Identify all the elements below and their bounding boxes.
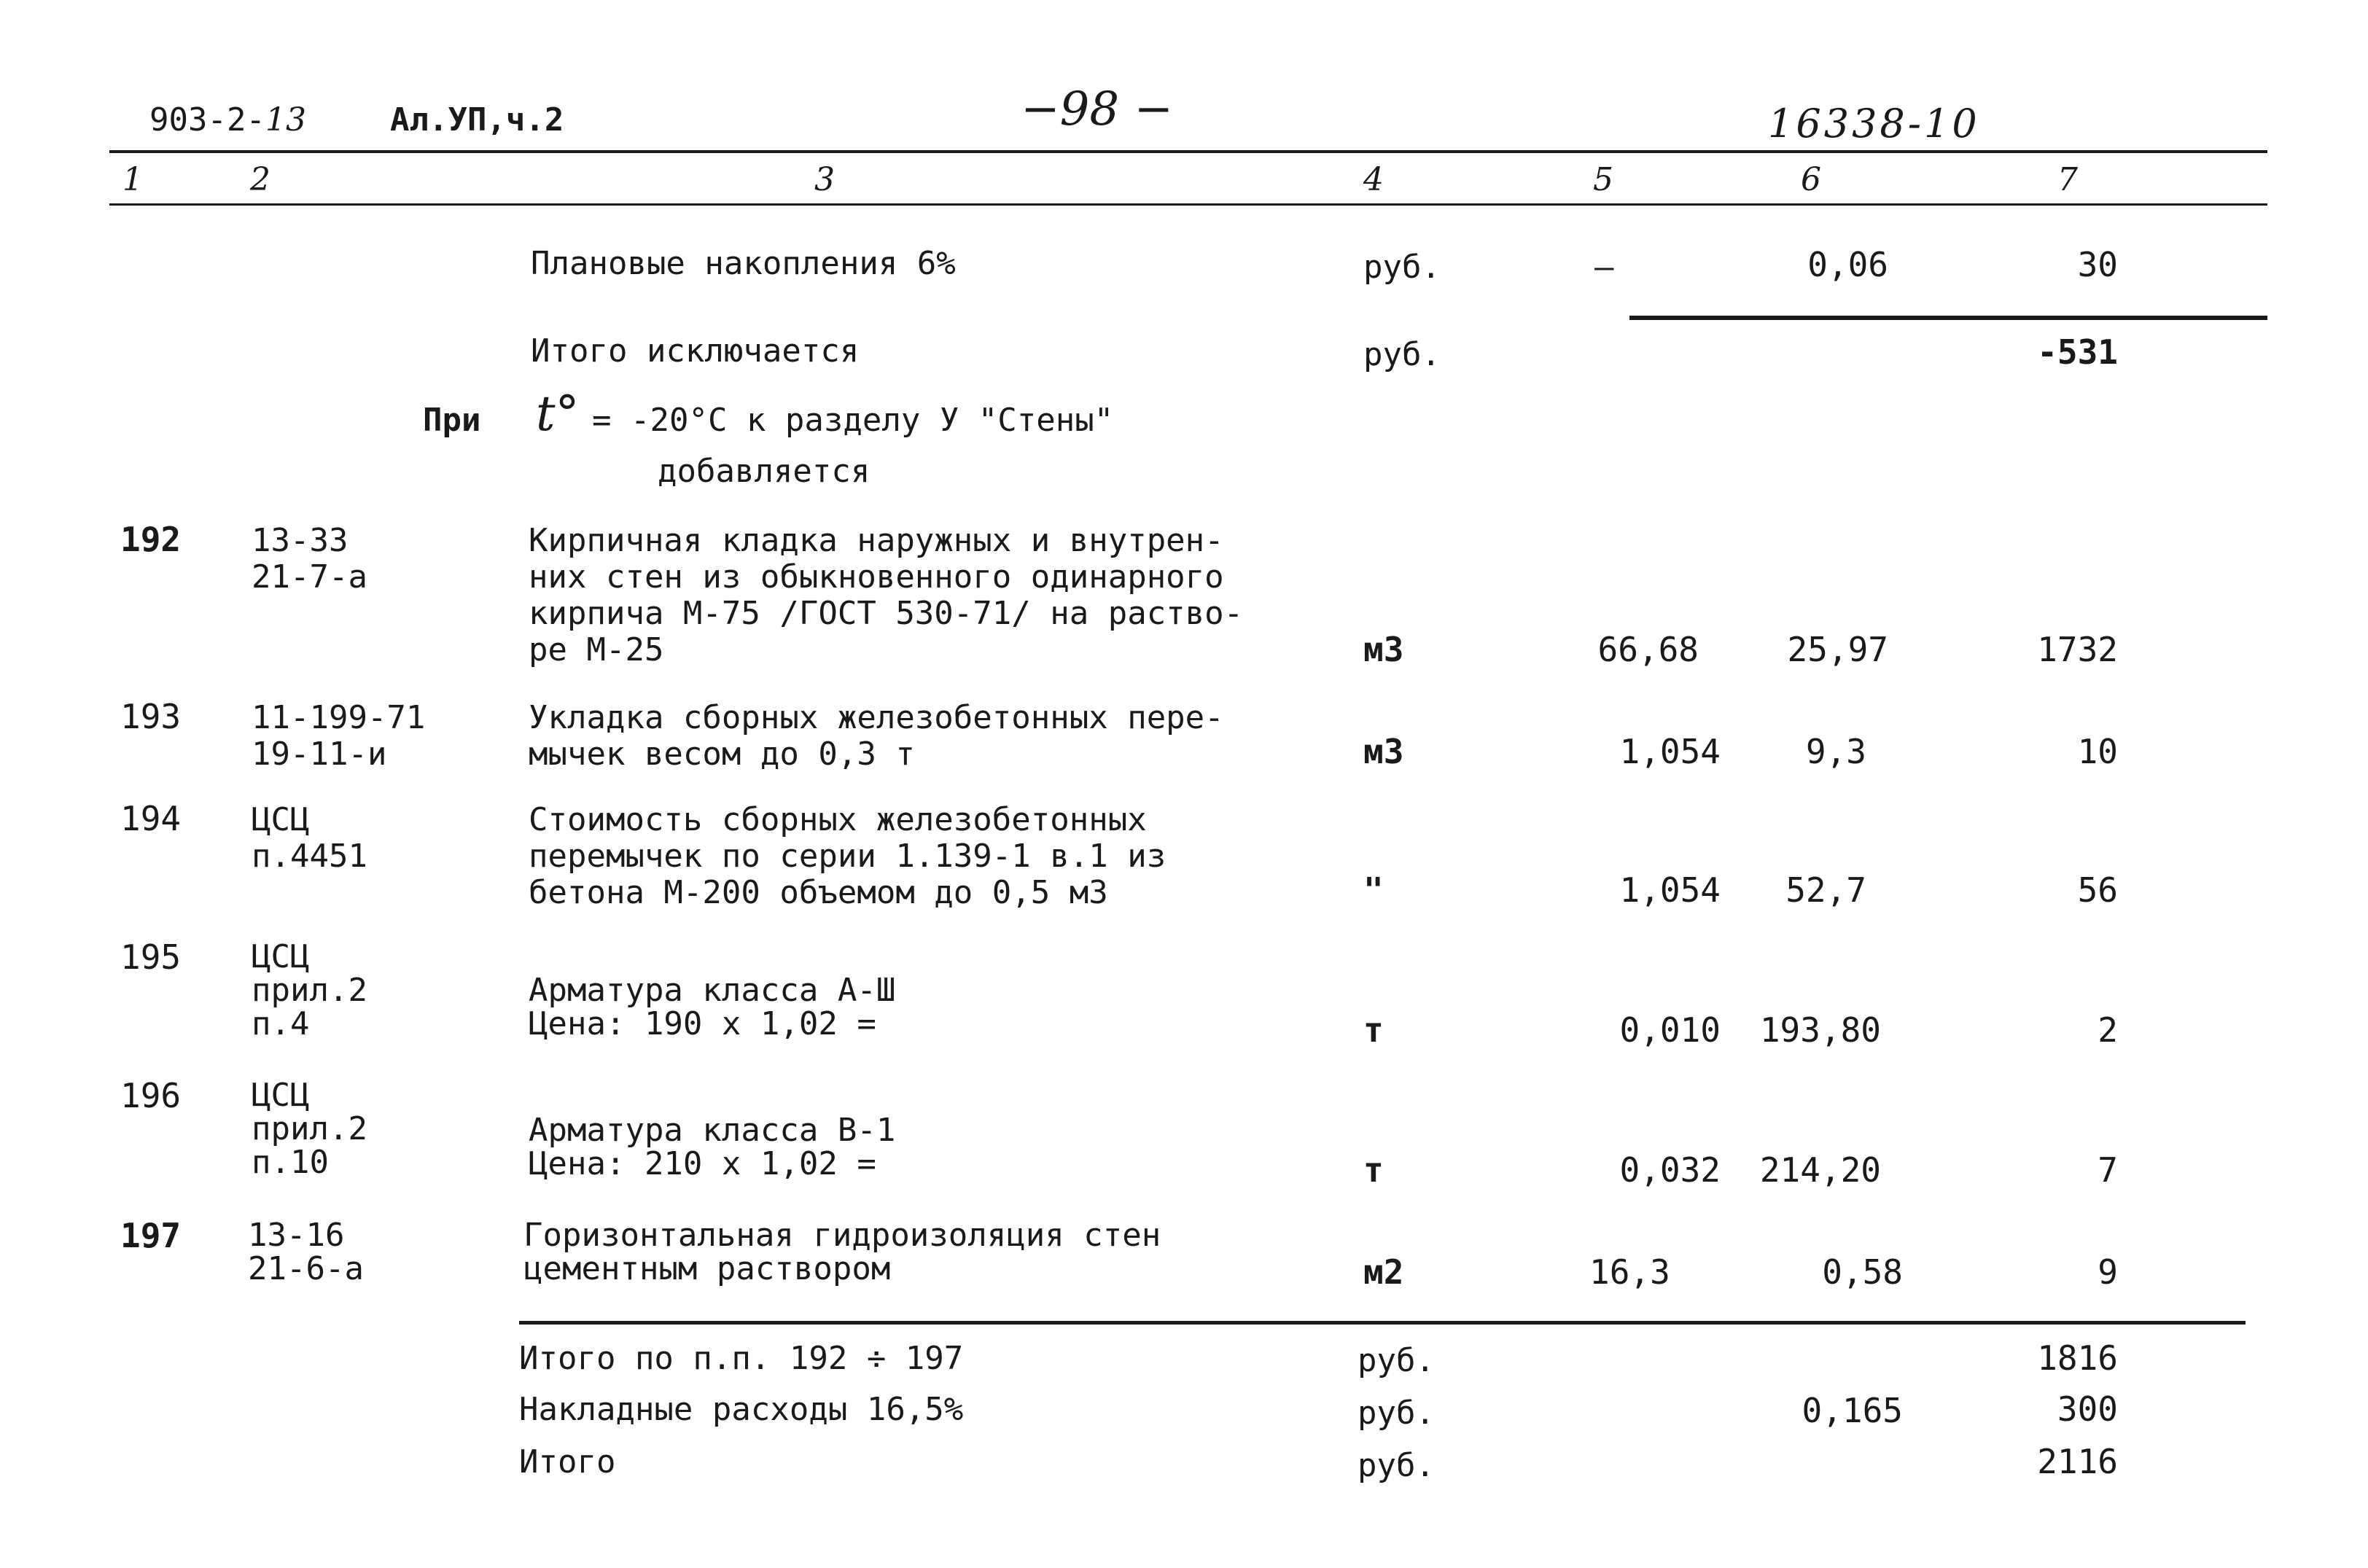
item-code: 11-199-71 19-11-и <box>252 699 426 773</box>
item-description: Стоимость сборных железобетонных перемычек по серии 1.139-1 в.1 из бетона М-200 объемом до 0,5 м3 <box>529 801 1167 911</box>
planned-savings-qty: – <box>1594 249 1614 286</box>
planned-savings-price: 0,06 <box>1807 245 1888 284</box>
summary-total: 300 <box>2057 1389 2118 1429</box>
planned-savings-label: Плановые накопления 6% <box>531 245 956 282</box>
item-description: Укладка сборных железобетонных пере- мычек весом до 0,3 т <box>529 699 1224 773</box>
item-quantity: 16,3 <box>1589 1252 1670 1292</box>
summary-rule <box>519 1321 2246 1325</box>
item-unit: м3 <box>1363 630 1404 669</box>
item-total: 1732 <box>2037 630 2118 669</box>
item-description: Горизонтальная гидроизоляция стен цементным раствором <box>523 1217 1161 1287</box>
summary-unit: руб. <box>1358 1395 1435 1432</box>
item-number: 193 <box>120 697 182 736</box>
album-reference: Ал.УП,ч.2 <box>390 101 564 139</box>
item-description: Кирпичная кладка наружных и внутрен- них стен из обыкновенного одинарного кирпича М-75 /ГОСТ 530-71/ на раство- ре М-25 <box>529 522 1244 668</box>
planned-savings-total: 30 <box>2077 245 2118 284</box>
summary-label: Итого <box>519 1443 616 1481</box>
summary-total: 1816 <box>2037 1338 2118 1378</box>
excluded-total-unit: руб. <box>1363 336 1441 373</box>
item-price: 25,97 <box>1787 630 1888 669</box>
item-number: 192 <box>120 520 182 559</box>
item-total: 10 <box>2077 732 2118 771</box>
item-total: 2 <box>2098 1010 2118 1050</box>
summary-price: 0,165 <box>1802 1391 1903 1430</box>
planned-savings-unit: руб. <box>1363 249 1441 286</box>
document-code: 903-2-13 <box>149 101 306 139</box>
excluded-total-label: Итого исключается <box>531 332 860 370</box>
item-quantity: 1,054 <box>1619 870 1721 910</box>
item-unit: т <box>1363 1010 1384 1050</box>
summary-unit: руб. <box>1358 1447 1435 1484</box>
summary-unit: руб. <box>1358 1342 1435 1379</box>
page-number: −98 − <box>1021 82 1174 136</box>
item-unit: т <box>1363 1150 1384 1190</box>
item-description: Арматура класса А-Ш Цена: 190 х 1,02 = <box>529 972 896 1042</box>
item-code: ЦСЦ п.4451 <box>252 801 367 875</box>
column-number: 5 <box>1593 161 1613 198</box>
item-quantity: 1,054 <box>1619 732 1721 771</box>
item-code: ЦСЦ прил.2 п.10 <box>252 1077 367 1181</box>
item-code: 13-33 21-7-а <box>252 522 367 596</box>
item-quantity: 0,032 <box>1619 1150 1721 1190</box>
excluded-total-value: -531 <box>2037 332 2118 372</box>
item-unit: " <box>1363 870 1384 910</box>
item-total: 9 <box>2098 1252 2118 1292</box>
temperature-symbol: t° <box>536 386 580 442</box>
item-number: 194 <box>120 799 182 838</box>
item-price: 193,80 <box>1759 1010 1881 1050</box>
addition-note-prefix: При <box>423 402 481 439</box>
item-price: 0,58 <box>1822 1252 1903 1292</box>
sheet-code: 16338-10 <box>1768 101 1980 147</box>
addition-note-line1: = -20°С к разделу У "Стены" <box>592 402 1114 439</box>
item-price: 52,7 <box>1785 870 1866 910</box>
item-total: 56 <box>2077 870 2118 910</box>
item-number: 196 <box>120 1076 182 1115</box>
document-code-handwritten: 13 <box>265 101 306 139</box>
column-number: 2 <box>250 161 270 198</box>
column-header-rule <box>109 203 2267 206</box>
item-unit: м2 <box>1363 1252 1404 1292</box>
item-price: 9,3 <box>1805 732 1866 771</box>
column-number: 4 <box>1363 161 1384 198</box>
summary-label: Итого по п.п. 192 ÷ 197 <box>519 1340 964 1377</box>
item-quantity: 0,010 <box>1619 1010 1721 1050</box>
addition-note-line2: добавляется <box>658 453 871 490</box>
column-number: 1 <box>122 161 143 198</box>
header-rule <box>109 150 2267 153</box>
subtotal-rule <box>1629 316 2267 320</box>
summary-label: Накладные расходы 16,5% <box>519 1391 964 1428</box>
column-number: 6 <box>1801 161 1821 198</box>
item-quantity: 66,68 <box>1597 630 1699 669</box>
item-total: 7 <box>2098 1150 2118 1190</box>
item-code: 13-16 21-6-а <box>248 1217 364 1287</box>
summary-total: 2116 <box>2037 1442 2118 1481</box>
item-price: 214,20 <box>1759 1150 1881 1190</box>
item-number: 197 <box>120 1216 182 1255</box>
item-number: 195 <box>120 937 182 977</box>
column-number: 7 <box>2057 161 2078 198</box>
item-unit: м3 <box>1363 732 1404 771</box>
item-code: ЦСЦ прил.2 п.4 <box>252 938 367 1042</box>
column-number: 3 <box>814 161 835 198</box>
item-description: Арматура класса В-1 Цена: 210 х 1,02 = <box>529 1112 896 1182</box>
